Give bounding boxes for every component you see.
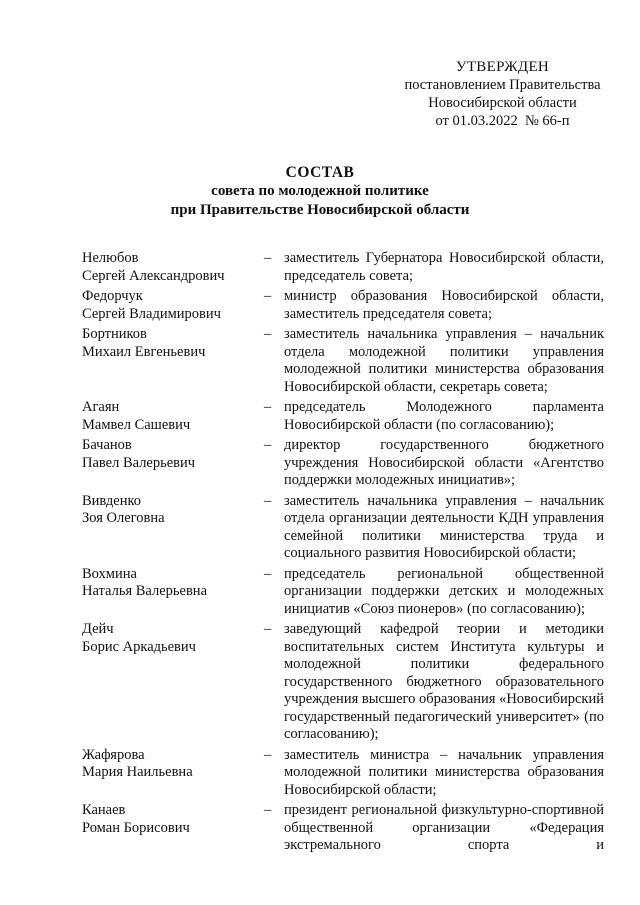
member-role: президент региональной физкультурно-спортивной общественной организации «Федерация экстремального спорта и: [284, 802, 604, 853]
approval-line-2: Новосибирской области: [428, 95, 577, 111]
heading-line-2: при Правительстве Новосибирской области: [170, 202, 470, 218]
member-given-names: Зоя Олеговна: [82, 510, 165, 526]
heading-title: СОСТАВ: [285, 164, 355, 181]
member-given-names: Мария Наильевна: [82, 764, 193, 780]
member-name: [82, 621, 264, 656]
member-row: [82, 288, 604, 323]
member-row: [82, 250, 604, 285]
member-given-names: Сергей Александрович: [82, 267, 225, 284]
member-name: [82, 326, 264, 361]
member-given-names: Павел Валерьевич: [82, 454, 196, 471]
member-list: [82, 250, 604, 858]
member-role: председатель региональной общественной организации поддержки детских и молодежных инициатив «Союз пионеров» (по согласованию);: [284, 565, 604, 617]
member-row: [82, 493, 604, 563]
member-surname: Бачанов: [82, 437, 132, 453]
member-row: [82, 437, 604, 490]
member-name: [82, 250, 264, 285]
member-surname: Бортников: [82, 326, 147, 342]
member-given-names: Роман Борисович: [82, 819, 190, 836]
member-role: заместитель начальника управления – начальник отдела организации деятельности КДН управления семейной политики министерства труда и социального развития Новосибирской области;: [284, 492, 604, 561]
member-role: министр образования Новосибирской области, заместитель председателя совета;: [284, 288, 604, 322]
member-name: [82, 437, 264, 472]
separator-dash: –: [264, 288, 272, 304]
member-role: директор государственного бюджетного учреждения Новосибирской области «Агентство поддержки молодежных инициатив»;: [284, 437, 604, 488]
member-name: [82, 399, 264, 434]
member-role: заведующий кафедрой теории и методики воспитательных систем Института культуры и молодежной политики федерального государственного бюджетного образовательного учреждения высшего образования «Новосибирский государственный педагогический университет» (по согласованию);: [284, 621, 604, 742]
member-surname: Дейч: [82, 621, 114, 637]
member-row: [82, 747, 604, 800]
member-surname: Вохмина: [82, 565, 137, 582]
separator-dash: –: [264, 746, 272, 763]
member-given-names: Наталья Валерьевна: [82, 583, 207, 599]
member-row: [82, 399, 604, 434]
member-name: [82, 493, 264, 528]
document-heading: [0, 163, 640, 220]
approval-line-1: постановлением Правительства: [404, 77, 601, 93]
member-row: [82, 326, 604, 396]
member-surname: Федорчук: [82, 288, 143, 304]
separator-dash: –: [264, 326, 272, 342]
member-name: [82, 747, 264, 782]
member-role: заместитель министра – начальник управления молодежной политики министерства образования Новосибирской области;: [284, 746, 604, 798]
member-given-names: Сергей Владимирович: [82, 305, 221, 322]
separator-dash: –: [264, 565, 272, 582]
member-name: [82, 802, 264, 837]
separator-dash: –: [264, 802, 272, 818]
member-row: [82, 802, 604, 855]
separator-dash: –: [264, 621, 272, 637]
approval-line-3: от 01.03.2022 № 66-п: [435, 113, 570, 129]
approval-stamp: [380, 58, 625, 130]
separator-dash: –: [264, 492, 272, 509]
approval-title: УТВЕРЖДЕН: [455, 59, 550, 75]
member-name: [82, 288, 264, 323]
member-row: [82, 566, 604, 619]
member-surname: Вивденко: [82, 492, 142, 509]
separator-dash: –: [264, 250, 272, 266]
member-role: заместитель начальника управления – начальник отдела молодежной политики управления молодежной политики министерства образования Новосибирской области, секретарь совета;: [284, 326, 604, 395]
member-surname: Канаев: [82, 802, 126, 818]
separator-dash: –: [264, 399, 272, 415]
member-given-names: Борис Аркадьевич: [82, 638, 196, 655]
member-surname: Агаян: [82, 399, 120, 415]
separator-dash: –: [264, 437, 272, 453]
member-surname: Нелюбов: [82, 250, 139, 266]
member-surname: Жафярова: [82, 746, 145, 763]
member-role: председатель Молодежного парламента Новосибирской области (по согласованию);: [284, 399, 604, 433]
member-given-names: Михаил Евгеньевич: [82, 343, 206, 360]
member-role: заместитель Губернатора Новосибирской области, председатель совета;: [284, 250, 604, 284]
member-given-names: Мамвел Сашевич: [82, 416, 191, 433]
heading-line-1: совета по молодежной политике: [211, 183, 429, 199]
member-name: [82, 566, 264, 601]
member-row: [82, 621, 604, 744]
